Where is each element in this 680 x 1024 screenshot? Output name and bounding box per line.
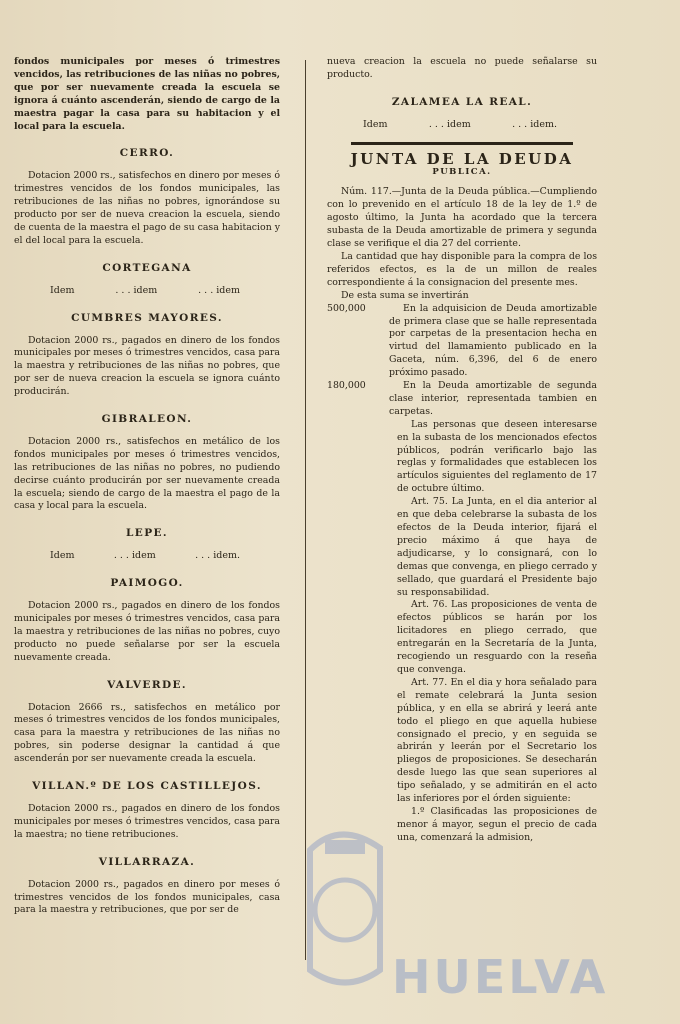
section-text-villarraza: Dotacion 2000 rs., pagados en dinero por meses ó trimestres vencidos de los fondos municipales, casa para la maestra y retribuciones, que por ser de	[14, 878, 280, 916]
amount-description: En la adquisicion de Deuda amortizable de primera clase que se halle representada por carpetas de la presentacion hecha en virtud del llamamiento publicado en la Gaceta, núm. 6,396, del 6 de enero próximo pasado.	[389, 302, 597, 379]
amount-row	[327, 380, 597, 419]
article-75: Art. 75. La Junta, en el dia anterior al en que deba celebrarse la subasta de los efectos de la Deuda interior, fijará el precio máximo á que haya de adjudicarse, y lo consignará, con lo demas que convenga, en pliego cerrado y sellado, que guardará el Presidente bajo su responsabilidad.	[397, 496, 597, 598]
section-text-cumbres: Dotacion 2000 rs., pagados en dinero de los fondos municipales por meses ó trimestres vencidos, casa para la maestra y retribuciones de las niñas no pobres, que por ser de nueva creacion la escuela se ignora cuánto producirán.	[14, 334, 280, 398]
amount-value: 500,000	[327, 302, 366, 314]
section-title-villarraza: VILLARRAZA.	[98, 855, 196, 868]
idem-row-lepe: Idem . . . idem . . . idem.	[50, 550, 240, 562]
article-77: Art. 77. En el dia y hora señalado para el remate celebrará la Junta sesion pública, y en ella se abrirá y leerá ante todo el pliego en que aquella hubiese consignado el precio, y en seguida se abrirán y leerán por el Secretario los pliegos de proposiciones. Se desecharán desde luego las que sean superiores al tipo señalado, y se admitirán en el acto las inferiores por el órden siguiente:	[397, 676, 597, 805]
amount-description: En la Deuda amortizable de segunda clase interior, representada tambien en carpetas.	[389, 380, 597, 417]
junta-paragraph-3: De esta suma se invertirán	[341, 289, 469, 301]
article-77-item-1: 1.º Clasificadas las proposiciones de menor á mayor, segun el precio de cada una, comenzará la admision,	[397, 805, 597, 843]
watermark-text: HUELVA	[392, 950, 609, 1004]
section-text-valverde: Dotacion 2666 rs., satisfechos en metálico por meses ó trimestres vencidos de los fondos municipales, casa para la maestra y retribuciones de las niñas no pobres, sin poderse designar la cantidad á que ascenderán por ser nuevamente creada la escuela.	[14, 701, 280, 765]
section-title-cumbres: CUMBRES MAYORES.	[71, 311, 223, 324]
section-title-cerro: CERRO.	[119, 147, 175, 160]
junta-subtitle: PUBLICA.	[432, 166, 492, 177]
junta-title: JUNTA DE LA DEUDA	[350, 149, 574, 168]
junta-paragraph-2: La cantidad que hay disponible para la compra de los referidos efectos, es la de un millon de reales correspondiente á la consignacion del presente mes.	[327, 250, 597, 288]
article-76: Art. 76. Las proposiciones de venta de efectos públicos se harán por los licitadores en pliego cerrado, que entregarán en la Secretaría de la Junta, recogiendo un resguardo con la reseña que convenga.	[397, 599, 597, 675]
section-title-paimogo: PAIMOGO.	[110, 577, 184, 590]
right-intro: nueva creacion la escuela no puede señalarse su producto.	[327, 56, 597, 80]
section-rule	[351, 142, 573, 145]
section-text-paimogo: Dotacion 2000 rs., pagados en dinero de los fondos municipales por meses ó trimestres vencidos, casa para la maestra y retribuciones de las niñas no pobres, cuyo producto no puede señalarse por ser la escuela nuevamente creada.	[14, 600, 280, 663]
section-text-gibraleon: Dotacion 2000 rs., satisfechos en metálico de los fondos municipales por meses ó trimestres vencidos, las retribuciones de las niñas no pobres, no pudiendo decirse cuánto producirán por ser nuevamente creada la escuela; siendo de cargo de la maestra el pago de la casa y local para la escuela.	[14, 435, 280, 512]
section-title-gibraleon: GIBRALEON.	[101, 413, 193, 426]
amount-row	[327, 303, 597, 380]
section-text-cerro: Dotacion 2000 rs., satisfechos en dinero por meses ó trimestres vencidos de los fondos municipales, las retribuciones de las niñas no pobres, ignorándose su producto por ser de nueva creacion la escuela, siendo de cuenta de la maestra el pago de su casa habitacion y el del local para la escuela.	[14, 170, 281, 246]
articles-block	[327, 419, 597, 845]
left-column	[14, 56, 280, 917]
section-title-valverde: VALVERDE.	[107, 678, 187, 691]
section-title-lepe: LEPE.	[126, 527, 168, 540]
section-text-villanueva: Dotacion 2000 rs., pagados en dinero de los fondos municipales por meses ó trimestres vencidos, casa para la maestra; no tiene retribuciones.	[14, 802, 280, 840]
amount-value: 180,000	[327, 380, 366, 392]
idem-row-cortegana: Idem . . . idem . . . idem	[50, 284, 240, 296]
section-title-villanueva: VILLAN.º DE LOS CASTILLEJOS.	[32, 780, 262, 793]
right-column	[327, 56, 597, 845]
junta-paragraph-4: Las personas que deseen interesarse en la subasta de los mencionados efectos públicos, podrán verificarlo bajo las reglas y formalidades que establecen los artículos siguientes del reglamento de 17 de octubre último.	[397, 418, 597, 495]
section-title-cortegana: CORTEGANA	[102, 261, 192, 274]
section-title-zalamea: ZALAMEA LA REAL.	[391, 95, 533, 108]
left-intro: fondos municipales por meses ó trimestres vencidos, las retribuciones de las niñas no pobres, que por ser nuevamente creada la escuela se ignora á cuánto ascenderán, siendo de cargo de la maestra pagar la casa para su habitacion y el local para la escuela.	[14, 56, 280, 132]
junta-paragraph-1: Núm. 117.—Junta de la Deuda pública.—Cumpliendo con lo prevenido en el artículo 18 de la ley de 1.º de agosto último, la Junta ha acordado que la tercera subasta de la Deuda amortizable de primera y segunda clase se verifique el dia 27 del corriente.	[327, 186, 597, 250]
idem-row-zalamea: Idem . . . idem . . . idem.	[363, 118, 557, 130]
